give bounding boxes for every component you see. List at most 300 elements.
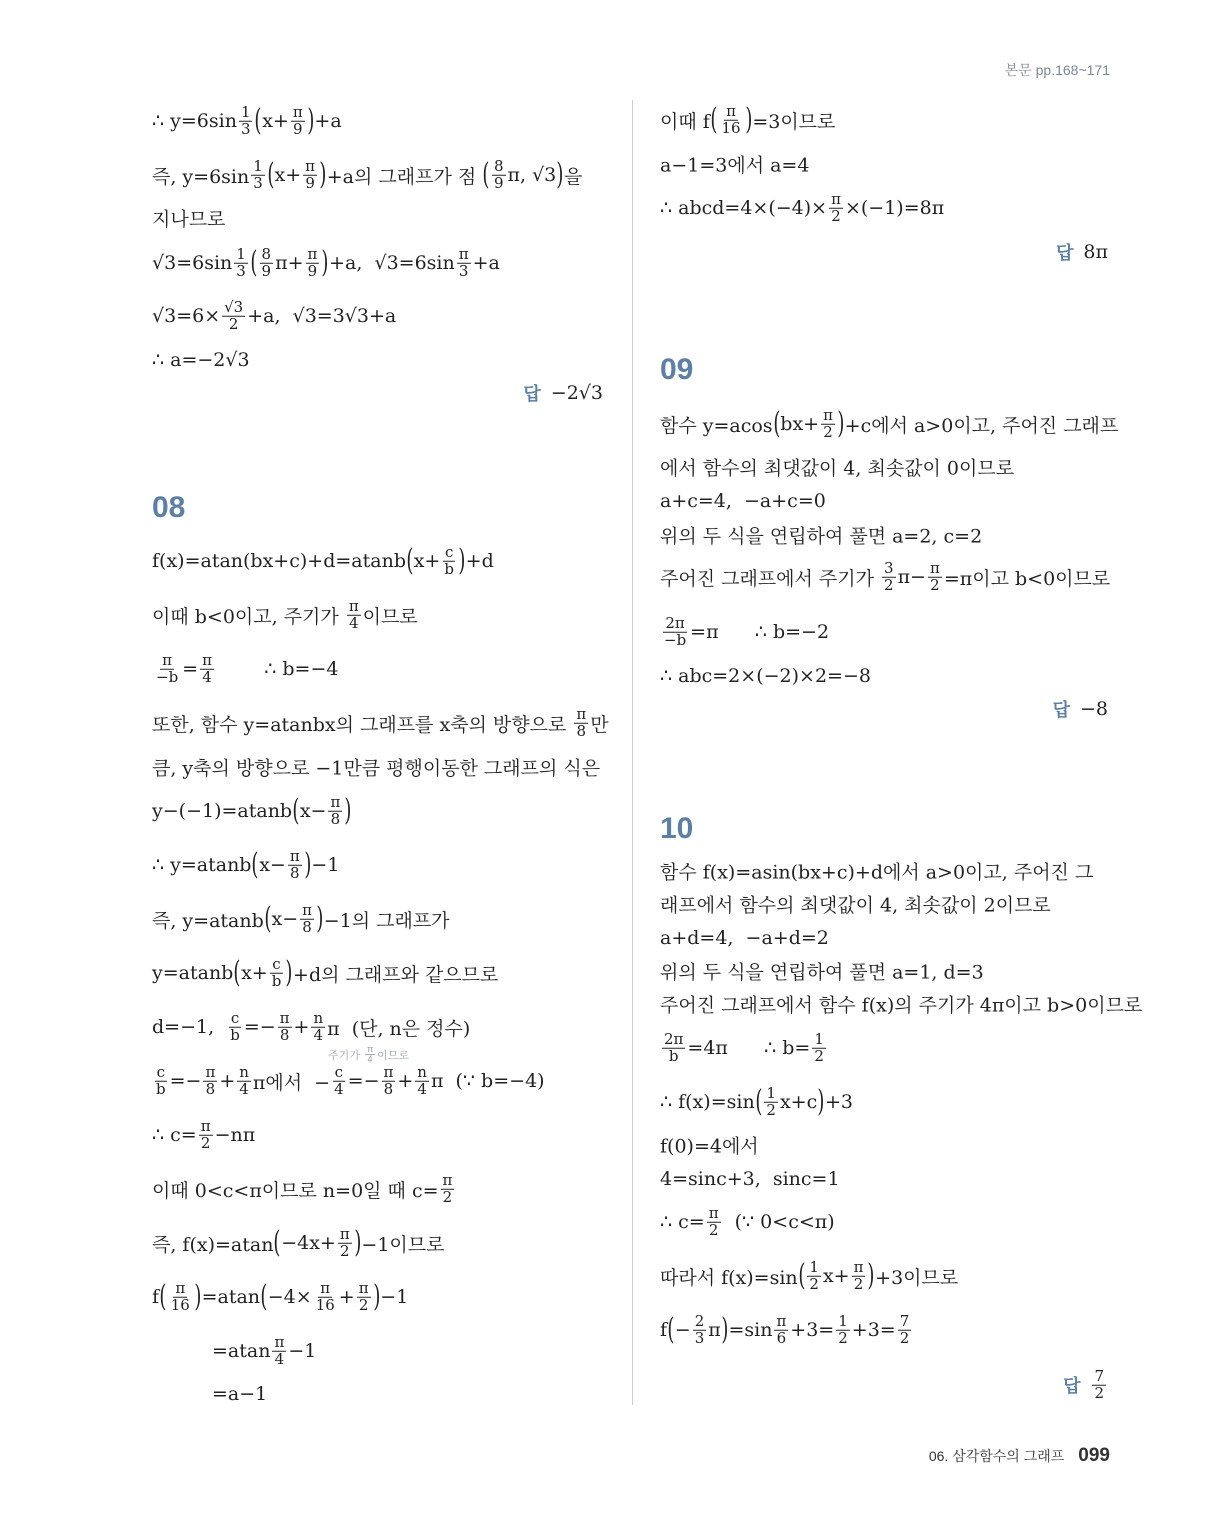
math-text: 위의 두 식을 연립하여 풀면 a=2, c=2 <box>660 525 983 548</box>
fraction <box>300 900 314 936</box>
denominator: 2 <box>358 1295 369 1314</box>
solution-line <box>660 958 984 985</box>
numerator: 1 <box>253 156 263 175</box>
math-text: f <box>660 1319 668 1341</box>
math-text: x+ <box>262 110 289 132</box>
numerator: 7 <box>1094 1366 1104 1385</box>
solution-line <box>660 151 809 178</box>
numerator: π <box>823 405 833 424</box>
denominator: 2 <box>442 1187 453 1206</box>
numerator: π <box>302 900 312 919</box>
math-text: + <box>397 1070 414 1092</box>
denominator: 2 <box>853 1274 864 1293</box>
denominator: 6 <box>776 1328 787 1347</box>
fraction <box>774 1311 788 1347</box>
solution-line <box>660 454 1014 481</box>
math-text: 즉, y=atanb <box>152 909 264 932</box>
fraction <box>311 1008 325 1044</box>
denominator: 16 <box>721 118 741 137</box>
math-text: π에서 − <box>252 1071 331 1094</box>
denominator: 2 <box>809 1274 819 1293</box>
numerator: c <box>230 1008 240 1027</box>
denominator: 2 <box>1094 1383 1104 1402</box>
solution-line <box>660 189 945 225</box>
math-text: x− <box>271 908 299 930</box>
fraction <box>382 1062 396 1098</box>
fraction <box>821 405 835 441</box>
math-text: =π이고 b<0이므로 <box>943 567 1111 590</box>
fraction <box>836 1311 850 1347</box>
numerator: 1 <box>236 244 246 263</box>
solution-line <box>152 349 250 371</box>
math-text: a+c=4, −a+c=0 <box>660 490 826 512</box>
math-text: 이때 f <box>660 110 710 133</box>
math-text: 지나므로 <box>152 208 226 231</box>
fraction <box>234 244 248 280</box>
denominator: 16 <box>315 1295 335 1314</box>
fraction <box>720 101 743 137</box>
solution-line <box>152 596 418 632</box>
answer-line <box>1056 239 1108 265</box>
math-text: x− <box>299 800 327 822</box>
section-number: 10 <box>660 812 694 845</box>
fraction <box>332 1062 346 1098</box>
fraction <box>357 1278 371 1314</box>
solution-line <box>660 991 1142 1018</box>
page-number: 099 <box>1078 1445 1110 1466</box>
math-text: x+ <box>241 962 268 984</box>
solution-line <box>152 900 450 936</box>
math-text: +a <box>314 110 342 132</box>
denominator: 9 <box>307 261 318 280</box>
parenthesis: ( <box>251 847 259 882</box>
parenthesis: ) <box>372 1279 380 1314</box>
fraction <box>928 558 942 594</box>
parenthesis: ) <box>304 847 312 882</box>
parenthesis: ) <box>321 245 329 280</box>
math-text: ∴ y=atanb <box>152 854 252 876</box>
numerator: π <box>200 1116 211 1135</box>
parenthesis: ( <box>264 901 272 936</box>
math-text: π, √3 <box>507 164 557 186</box>
solution-line <box>152 1008 471 1044</box>
denominator: 2 <box>814 1046 824 1065</box>
numerator: π <box>358 1278 369 1297</box>
denominator: 8 <box>290 863 300 882</box>
solution-line <box>660 101 836 137</box>
math-text: f <box>152 1286 160 1308</box>
math-text: 4=sinc+3, sinc=1 <box>660 1168 840 1190</box>
math-text: √3=6sin <box>152 252 233 274</box>
math-text: y−(−1)=atanb <box>152 800 293 822</box>
math-text: =− <box>243 1016 276 1038</box>
solution-line <box>660 405 1119 441</box>
math-text: 함수 y=acos <box>660 414 773 437</box>
denominator: b <box>668 1046 679 1065</box>
denominator: 4 <box>367 1054 373 1065</box>
numerator: c <box>272 954 281 973</box>
numerator: π <box>708 1203 719 1222</box>
denominator: 2 <box>884 575 894 594</box>
math-text: 따라서 f(x)=sin <box>660 1266 798 1289</box>
parenthesis: ) <box>316 901 324 936</box>
numerator: c <box>156 1062 165 1081</box>
fraction <box>291 102 305 138</box>
math-text: d=−1, <box>152 1016 227 1038</box>
math-text: +a, √3=6sin <box>329 252 455 274</box>
denominator: 8 <box>302 917 312 936</box>
fraction <box>200 650 214 686</box>
math-text: +3 <box>824 1091 853 1113</box>
math-text: 또한, 함수 y=atanbx의 그래프를 x축의 방향으로 <box>152 713 573 736</box>
parenthesis: ( <box>254 103 262 138</box>
solution-line <box>660 558 1111 594</box>
fraction <box>328 792 342 828</box>
math-text: ∴ y=6sin <box>152 110 237 132</box>
numerator: π <box>442 1170 453 1189</box>
parenthesis: ( <box>406 543 414 578</box>
denominator: 4 <box>348 613 359 632</box>
denominator: −b <box>156 667 179 686</box>
denominator: 4 <box>417 1079 427 1098</box>
solution-line <box>152 542 494 578</box>
math-text: −1이므로 <box>361 1233 445 1256</box>
fraction <box>574 704 588 740</box>
math-text: a−1=3에서 a=4 <box>660 154 810 177</box>
fraction <box>347 596 361 632</box>
numerator: 2π <box>664 1029 684 1048</box>
math-text: π+ <box>275 252 304 274</box>
parenthesis: ) <box>837 406 845 441</box>
parenthesis: ( <box>292 793 300 828</box>
numerator: π <box>458 244 469 263</box>
solution-line <box>152 1116 256 1152</box>
solution-line <box>152 792 352 828</box>
math-text: −nπ <box>214 1124 256 1146</box>
numerator: 1 <box>766 1083 776 1102</box>
math-text: 이때 0<c<π이므로 n=0일 때 c= <box>152 1179 439 1202</box>
fraction <box>415 1062 429 1098</box>
denominator: 2 <box>708 1220 719 1239</box>
denominator: 8 <box>205 1079 216 1098</box>
fraction <box>707 1203 721 1239</box>
math-text: =π ∴ b=−2 <box>690 621 830 643</box>
solution-line <box>660 490 826 512</box>
numerator: π <box>279 1008 290 1027</box>
math-text: ∴ abcd=4×(−4)× <box>660 197 828 219</box>
denominator: b <box>444 559 454 578</box>
math-text: =4π ∴ b= <box>687 1037 811 1059</box>
denominator: 2 <box>823 422 833 441</box>
solution-line <box>212 1332 317 1368</box>
numerator: 3 <box>884 558 894 577</box>
parenthesis: ) <box>556 157 564 192</box>
solution-line <box>152 1224 445 1260</box>
math-text: =atan <box>212 1340 271 1362</box>
denominator: 4 <box>313 1025 324 1044</box>
fraction <box>154 650 180 686</box>
fraction <box>169 1278 192 1314</box>
math-text: +3= <box>851 1319 896 1341</box>
math-text: 만 <box>590 713 609 736</box>
section-number: 08 <box>152 491 186 524</box>
numerator: π <box>320 1278 331 1297</box>
math-text: +c에서 a>0이고, 주어진 그래프 <box>844 414 1119 437</box>
fraction <box>693 1311 707 1347</box>
math-text: +3이므로 <box>875 1266 959 1289</box>
math-text: +a의 그래프가 점 <box>326 165 483 188</box>
denominator: 2 <box>831 206 841 225</box>
numerator: c <box>444 542 454 561</box>
math-text: x+ <box>274 164 302 186</box>
parenthesis: ) <box>744 102 752 137</box>
fraction <box>492 156 506 192</box>
denominator: 8 <box>330 809 341 828</box>
math-text: 주어진 그래프에서 함수 f(x)의 주기가 4π이고 b>0이므로 <box>660 994 1143 1017</box>
math-text: π <box>708 1319 721 1341</box>
math-text: ∴ b=−4 <box>215 658 339 680</box>
solution-line <box>152 846 340 882</box>
solution-line <box>660 613 830 649</box>
solution-line <box>152 156 583 192</box>
solution-line <box>660 1029 828 1065</box>
solution-line <box>660 1168 840 1190</box>
math-text: −1의 그래프가 <box>323 909 450 932</box>
math-text: 큼, y축의 방향으로 −1만큼 평행이동한 그래프의 식은 <box>152 757 601 780</box>
math-text: =− <box>347 1070 380 1092</box>
math-text: −1 <box>380 1286 409 1308</box>
solution-line <box>660 1257 959 1293</box>
math-text: −2√3 <box>550 382 603 404</box>
solution-line <box>660 1132 759 1159</box>
solution-line <box>660 1203 835 1239</box>
fraction <box>154 1062 168 1098</box>
solution-line <box>152 704 609 740</box>
math-text: ∴ f(x)=sin <box>660 1091 755 1113</box>
denominator: 9 <box>305 173 315 192</box>
page-reference: 본문 pp.168~171 <box>1004 62 1110 78</box>
denominator: 4 <box>274 1349 285 1368</box>
math-text: 즉, f(x)=atan <box>152 1233 274 1256</box>
math-text: x+ <box>413 550 441 572</box>
solution-line <box>152 754 600 781</box>
math-text: 이므로 <box>377 1050 410 1062</box>
denominator: 2 <box>899 1328 910 1347</box>
numerator: n <box>417 1062 427 1081</box>
numerator: π <box>307 244 318 263</box>
math-text: + <box>338 1286 355 1308</box>
math-text: +3= <box>790 1319 835 1341</box>
fraction <box>338 1224 352 1260</box>
fraction <box>1092 1366 1106 1402</box>
math-text: −4× <box>267 1286 312 1308</box>
numerator: π <box>274 1332 285 1351</box>
parenthesis: ( <box>273 1225 281 1260</box>
solution-line <box>660 891 1051 918</box>
math-text: (∵ 0<c<π) <box>722 1211 835 1233</box>
numerator: π <box>576 704 587 723</box>
denominator: 8 <box>279 1025 290 1044</box>
chapter-title: 06. 삼각함수의 그래프 <box>928 1448 1065 1464</box>
solution-line <box>660 1311 913 1347</box>
numerator: π <box>726 101 736 120</box>
denominator: b <box>156 1079 166 1098</box>
parenthesis: ( <box>798 1258 806 1293</box>
math-text: ×(−1)=8π <box>844 197 945 219</box>
numerator: n <box>313 1008 324 1027</box>
math-text: 함수 f(x)=asin(bx+c)+d에서 a>0이고, 주어진 그 <box>660 861 1094 884</box>
fraction <box>303 156 317 192</box>
denominator: 8 <box>383 1079 394 1098</box>
parenthesis: ( <box>667 1312 675 1347</box>
answer-label: 답 <box>1063 1376 1081 1396</box>
fraction <box>662 1029 685 1065</box>
denominator: −b <box>664 630 687 649</box>
numerator: 1 <box>814 1029 824 1048</box>
fraction <box>852 1257 866 1293</box>
denominator: 4 <box>334 1079 344 1098</box>
denominator: 2 <box>930 575 940 594</box>
denominator: 3 <box>458 261 469 280</box>
math-text: 즉, y=6sin <box>152 165 250 188</box>
fraction <box>288 846 302 882</box>
numerator: π <box>348 596 359 615</box>
math-text: 주기가 <box>328 1050 363 1062</box>
solution-line <box>212 1383 267 1405</box>
math-text: ∴ c= <box>660 1211 705 1233</box>
solution-line <box>660 522 982 549</box>
math-text: −8 <box>1079 698 1108 720</box>
solution-line <box>660 858 1093 885</box>
numerator: π <box>205 1062 216 1081</box>
denominator: 2 <box>340 1241 350 1260</box>
solution-line <box>152 1170 456 1206</box>
math-text: =3이므로 <box>752 110 836 133</box>
parenthesis: ) <box>307 103 315 138</box>
math-text: +d의 그래프와 같으므로 <box>293 963 499 986</box>
math-text: 이므로 <box>362 605 418 628</box>
math-text: ∴ a=−2√3 <box>152 349 250 371</box>
math-text: y=atanb <box>152 962 234 984</box>
parenthesis: ) <box>458 543 466 578</box>
math-text: +a, √3=3√3+a <box>247 305 397 327</box>
column-divider <box>632 100 633 1405</box>
math-text: √3=6× <box>152 305 221 327</box>
numerator: 8 <box>493 156 504 175</box>
numerator: π <box>929 558 940 577</box>
numerator: π <box>305 156 316 175</box>
denominator: b <box>230 1025 240 1044</box>
math-text: =sin <box>728 1319 773 1341</box>
fraction <box>270 954 284 990</box>
math-text: 위의 두 식을 연립하여 풀면 a=1, d=3 <box>660 961 984 984</box>
numerator: n <box>239 1062 249 1081</box>
parenthesis: ) <box>354 1225 362 1260</box>
answer-line <box>1063 1366 1108 1402</box>
solution-line <box>152 205 225 232</box>
parenthesis: ) <box>721 1312 729 1347</box>
parenthesis: ( <box>159 1279 167 1314</box>
fraction <box>278 1008 292 1044</box>
denominator: 2 <box>228 314 239 333</box>
solution-line <box>660 665 871 687</box>
math-text: ∴ c= <box>152 1124 197 1146</box>
numerator: π <box>853 1257 864 1276</box>
fraction <box>228 1008 242 1044</box>
numerator: π <box>831 189 841 208</box>
parenthesis: ( <box>482 157 490 192</box>
math-text: 을 <box>563 165 583 188</box>
fraction <box>882 558 896 594</box>
answer-label: 답 <box>1056 243 1074 263</box>
fraction <box>829 189 843 225</box>
answer-line <box>1053 696 1108 722</box>
fraction <box>812 1029 826 1065</box>
math-text: =− <box>169 1070 202 1092</box>
math-text: 이때 b<0이고, 주기가 <box>152 605 345 628</box>
fraction <box>260 244 274 280</box>
solution-line <box>152 102 342 138</box>
parenthesis: ) <box>867 1258 875 1293</box>
parenthesis: ) <box>319 157 327 192</box>
denominator: 3 <box>240 119 251 138</box>
numerator: π <box>776 1311 787 1330</box>
math-text: −1 <box>311 854 340 876</box>
math-text: − <box>674 1319 691 1341</box>
math-text: 주어진 그래프에서 주기가 <box>660 567 881 590</box>
numerator: π <box>330 792 341 811</box>
parenthesis: ( <box>233 955 241 990</box>
math-text: −4x+ <box>281 1232 336 1254</box>
solution-line <box>152 1062 545 1098</box>
fraction <box>807 1257 821 1293</box>
numerator: √3 <box>224 297 244 316</box>
parenthesis: ) <box>817 1084 825 1119</box>
answer-label: 답 <box>523 384 541 404</box>
numerator: π <box>202 650 212 669</box>
fraction <box>365 1045 375 1065</box>
denominator: 4 <box>239 1079 249 1098</box>
fraction <box>314 1278 337 1314</box>
math-text: bx+ <box>780 413 820 435</box>
numerator: 1 <box>240 102 251 121</box>
parenthesis: ( <box>755 1084 763 1119</box>
solution-line <box>660 1083 853 1119</box>
fraction <box>898 1311 912 1347</box>
fraction <box>457 244 471 280</box>
parenthesis: ( <box>267 157 275 192</box>
numerator: 1 <box>809 1257 819 1276</box>
math-text: + <box>219 1070 236 1092</box>
denominator: 8 <box>576 721 587 740</box>
solution-line <box>152 650 339 686</box>
parenthesis: ( <box>772 406 780 441</box>
math-text: f(0)=4에서 <box>660 1135 759 1158</box>
fraction <box>662 613 688 649</box>
math-text: +a <box>472 252 500 274</box>
math-text: + <box>293 1016 310 1038</box>
solution-line <box>152 244 500 280</box>
denominator: 2 <box>200 1133 211 1152</box>
math-text: 래프에서 함수의 최댓값이 4, 최솟값이 2이므로 <box>660 894 1051 917</box>
numerator: π <box>292 102 303 121</box>
fraction <box>306 244 320 280</box>
math-text: +d <box>465 550 494 572</box>
math-text: x+ <box>822 1265 850 1287</box>
denominator: 3 <box>694 1328 705 1347</box>
parenthesis: ( <box>260 1279 268 1314</box>
numerator: π <box>366 1044 374 1055</box>
